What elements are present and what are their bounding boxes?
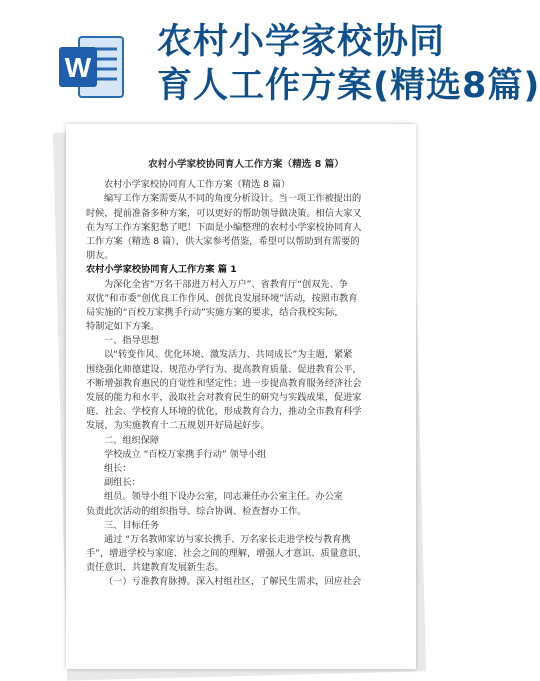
document-line: 围绕强化师德建设、规范办学行为、提高教育质量、促进教育公平，	[86, 363, 362, 375]
document-line: 手”，增进学校与家庭、社会之间的理解，增强人才意识、质量意识、	[86, 548, 367, 560]
banner-title	[157, 20, 540, 108]
document-line: 庭、社会、学校育人环境的优化，形成教育合力，推动全市教育科学	[86, 406, 362, 418]
document-line: 发展，为实施教育十二五规划开好局起好步。	[86, 420, 270, 432]
document-line: 编写工作方案需要从不同的角度分析设计。当一项工作被提出的	[104, 193, 362, 205]
document-line: 朋友。	[86, 250, 114, 262]
document-body	[86, 158, 406, 590]
document-line: 通过 “万名教师家访与家长携手、万名家长走进学校与教育携	[104, 533, 351, 545]
document-line: 以“转变作风、优化环境、激发活力、共同成长”为主题，紧紧	[104, 349, 353, 361]
document-line: 农村小学家校协同育人工作方案（精选 8 篇）	[104, 179, 291, 191]
banner-title-line1: 农村小学家校协同	[157, 22, 446, 62]
document-line: 副组长：	[104, 477, 141, 489]
document-line: 责任意识，共建教育发展新生态。	[86, 562, 224, 574]
document-line: 工作方案（精选 8 篇），供大家参考借鉴，希望可以帮助到有需要的	[86, 235, 360, 247]
document-heading: 农村小学家校协同育人工作方案（精选 8 篇）	[148, 159, 344, 170]
document-line: 三、目标任务	[104, 519, 160, 531]
document-line: 二、组织保障	[104, 434, 160, 446]
document-line: 局实施的“百校万家携手行动”实施方案的要求，结合我校实际，	[86, 306, 344, 318]
document-line: （一）亏准教育脉搏。深入村组社区，了解民生需求，回应社会	[104, 576, 362, 588]
word-document-icon	[57, 33, 127, 101]
document-line: 在为写工作方案犯愁了吧！下面是小编整理的农村小学家校协同育人	[86, 221, 362, 233]
document-line: 一、指导思想	[104, 335, 160, 347]
document-line: 负责此次活动的组织指导、综合协调、检查督办工作。	[86, 505, 307, 517]
document-line: 双优”和市委“创优良工作作风、创优良发展环境”活动，按照市教育	[86, 292, 358, 304]
banner-title-line2: 育人工作方案(精选8篇)	[157, 66, 540, 106]
document-line: 组员。领导小组下设办公室，同志兼任办公室主任。办公室	[104, 491, 343, 503]
document-line: 学校成立 “百校万家携手行动” 领导小组	[104, 448, 267, 460]
word-icon-letter: W	[64, 52, 92, 83]
document-page	[66, 124, 416, 669]
document-line: 为深化全省“万名干部进万村入万户”、省教育厅“创双先、争	[104, 278, 348, 290]
section-heading: 农村小学家校协同育人工作方案 篇 1	[86, 264, 237, 276]
document-line: 特制定如下方案。	[86, 321, 160, 333]
banner	[0, 0, 540, 120]
document-line: 组长：	[104, 462, 132, 474]
document-line: 发展的能力和水平，汲取社会对教育民生的研究与实践成果，促进家	[86, 392, 362, 403]
document-line: 不断增强教育惠民的自觉性和坚定性；进一步提高教育服务经济社会	[86, 377, 362, 389]
document-line: 时候，提前准备多种方案，可以更好的帮助领导做决策。相信大家又	[86, 207, 362, 219]
